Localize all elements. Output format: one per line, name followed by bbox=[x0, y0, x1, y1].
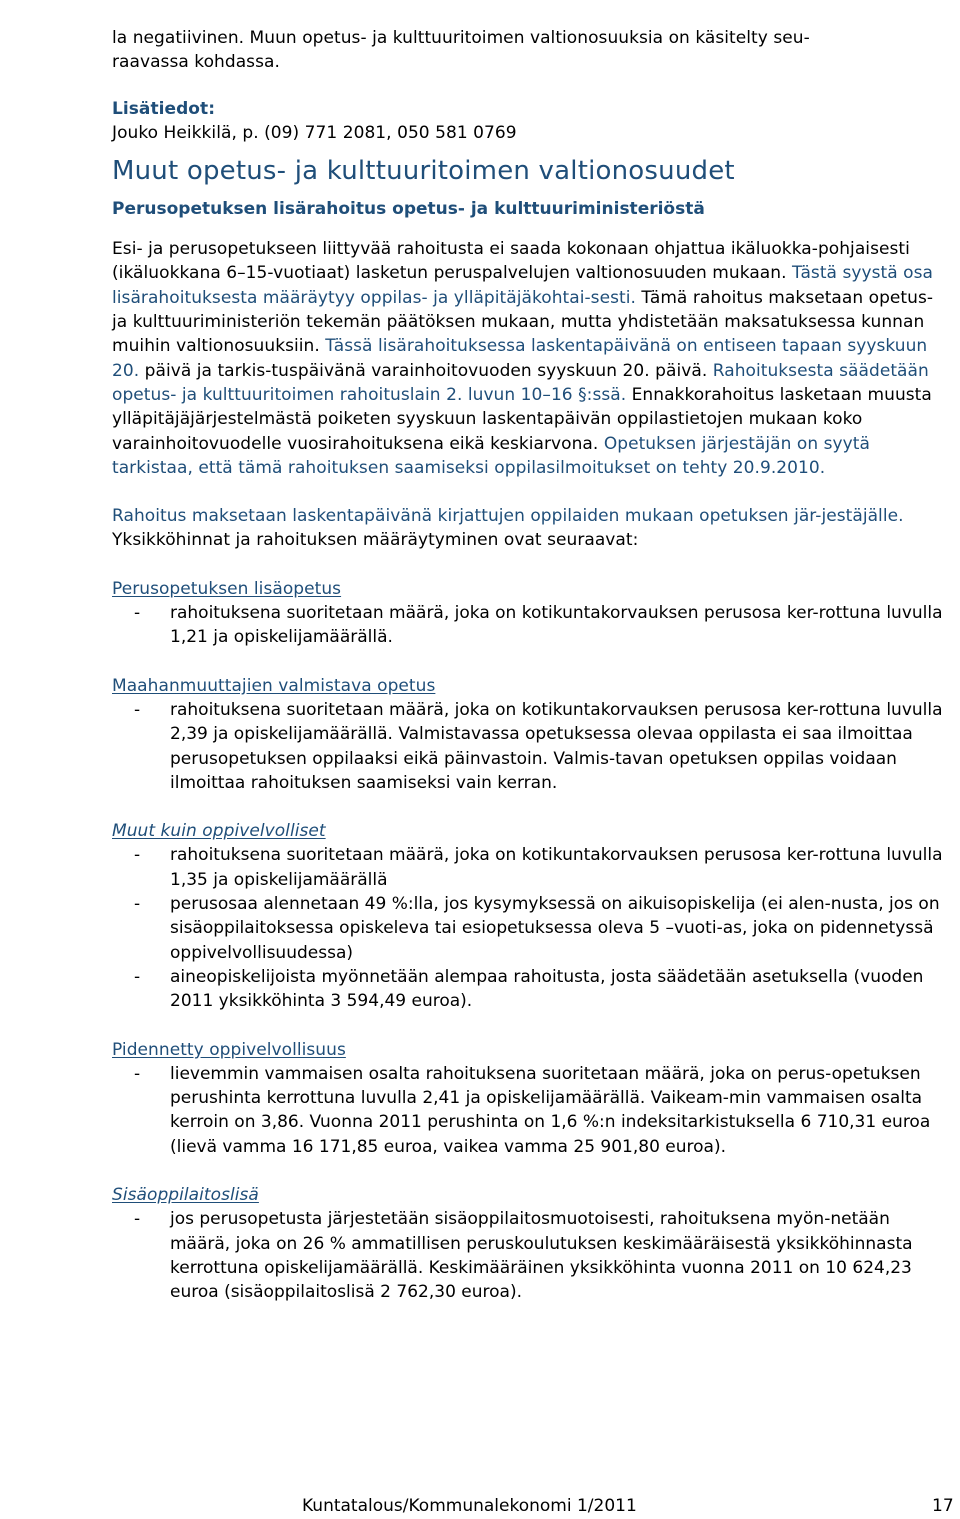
section-title: Muut opetus- ja kulttuuritoimen valtionosuudet bbox=[112, 156, 735, 187]
dash-bullet: - bbox=[134, 603, 141, 624]
paragraph-1-text-a: Esi- ja perusopetukseen liittyvää rahoitusta ei saada kokonaan ohjattua ikäluokka-pohjaisesti (ikäluokkana 6–15-vuotiaat) lasketun peruspalvelujen valtionosuuden mukaan. bbox=[112, 239, 910, 284]
paragraph-2-text-b: Yksikköhinnat ja rahoituksen määräytyminen ovat seuraavat: bbox=[112, 530, 639, 551]
list-item bbox=[112, 1062, 950, 1159]
contact-person: Jouko Heikkilä, p. (09) 771 2081, 050 581 0769 bbox=[112, 122, 517, 143]
list-item bbox=[112, 892, 950, 965]
section-subtitle: Perusopetuksen lisärahoitus opetus- ja kulttuuriministeriöstä bbox=[112, 199, 705, 220]
list-item-text: aineopiskelijoista myönnetään alempaa rahoitusta, josta säädetään asetuksella (vuoden 2011 yksikköhinta 3 594,49 euroa). bbox=[170, 966, 924, 1012]
footer-journal: Kuntatalous/Kommunalekonomi 1/2011 bbox=[302, 1496, 637, 1516]
paragraph-1-text-f: Rahoituksesta säädetään opetus- ja kulttuuritoimen rahoituslain 2. luvun 10–16 §:ssä. bbox=[112, 360, 929, 405]
list-item bbox=[112, 965, 950, 1014]
list-item bbox=[112, 601, 950, 650]
paragraph-1-text-b: Tästä syystä osa lisärahoituksesta määräytyy oppilas- ja ylläpitäjäkohtai-sesti. bbox=[112, 263, 933, 308]
category-heading-muut-kuin-oppivelvolliset: Muut kuin oppivelvolliset bbox=[112, 821, 326, 842]
document-page bbox=[112, 26, 950, 1304]
list-item-text: rahoituksena suoritetaan määrä, joka on kotikuntakorvauksen perusosa ker-rottuna luvulla 1,35 ja opiskelijamäärällä bbox=[170, 845, 943, 890]
paragraph-1-text-c: Tämä rahoitus maksetaan opetus- ja kulttuuriministeriön tekemän päätöksen mukaan, mutta yhdistetään maksatuksessa kunnan muihin valtionosuuksiin. bbox=[112, 287, 934, 357]
list-item bbox=[112, 698, 950, 795]
list-item bbox=[112, 843, 950, 892]
paragraph-2 bbox=[112, 504, 950, 553]
dash-bullet: - bbox=[134, 966, 141, 987]
list-item bbox=[112, 1207, 950, 1304]
paragraph-1-text-e: päivä ja tarkis-tuspäivänä varainhoitovuoden syyskuun 20. päivä. bbox=[139, 360, 708, 381]
paragraph-1-text-d: Tässä lisärahoituksessa laskentapäivänä on entiseen tapaan syyskuun 20. bbox=[112, 336, 928, 381]
dash-bullet: - bbox=[134, 894, 141, 915]
category-list-maahanmuuttajat bbox=[112, 698, 950, 795]
intro-text bbox=[112, 26, 950, 75]
dash-bullet: - bbox=[134, 845, 141, 866]
paragraph-1-text-h: Opetuksen järjestäjän on syytä tarkistaa, että tämä rahoituksen saamiseksi oppilasilmoitukset on tehty 20.9.2010. bbox=[112, 433, 870, 478]
category-heading-maahanmuuttajat: Maahanmuuttajien valmistava opetus bbox=[112, 675, 436, 696]
list-item-text: perusosaa alennetaan 49 %:lla, jos kysymyksessä on aikuisopiskelija (ei alen-nusta, jos on sisäoppilaitoksessa opiskeleva tai esiopetuksessa oleva 5 –vuoti-as, joka on pidennetyssä oppivelvollisuudessa) bbox=[170, 894, 940, 963]
intro-line-2: raavassa kohdassa. bbox=[112, 52, 280, 73]
category-list-sisaoppilaitoslisa bbox=[112, 1207, 950, 1304]
paragraph-2-text-a: Rahoitus maksetaan laskentapäivänä kirjattujen oppilaiden mukaan opetuksen jär-jestäjälle. bbox=[112, 506, 904, 527]
category-list-muut-kuin-oppivelvolliset bbox=[112, 843, 950, 1013]
category-list-lisaopetus bbox=[112, 601, 950, 650]
category-list-pidennetty-oppivelvollisuus bbox=[112, 1062, 950, 1159]
list-item-text: jos perusopetusta järjestetään sisäoppilaitosmuotoisesti, rahoituksena myön-netään määrä, joka on 26 % ammatillisen peruskoulutuksen keskimääräisestä yksikköhinnasta kerrottuna opiskelijamäärällä. Keskimääräinen yksikköhinta vuonna 2011 on 10 624,23 euroa (sisäoppilaitoslisä 2 762,30 euroa). bbox=[170, 1209, 913, 1303]
category-heading-pidennetty-oppivelvollisuus: Pidennetty oppivelvollisuus bbox=[112, 1039, 346, 1060]
intro-line-1: la negatiivinen. Muun opetus- ja kulttuuritoimen valtionosuuksia on käsitelty seu- bbox=[112, 28, 810, 48]
dash-bullet: - bbox=[134, 1209, 141, 1230]
list-item-text: rahoituksena suoritetaan määrä, joka on kotikuntakorvauksen perusosa ker-rottuna luvulla 1,21 ja opiskelijamäärällä. bbox=[170, 603, 943, 648]
contact-label: Lisätiedot: bbox=[112, 98, 216, 119]
dash-bullet: - bbox=[134, 699, 141, 720]
category-heading-lisaopetus: Perusopetuksen lisäopetus bbox=[112, 578, 342, 599]
dash-bullet: - bbox=[134, 1063, 141, 1084]
list-item-text: rahoituksena suoritetaan määrä, joka on kotikuntakorvauksen perusosa ker-rottuna luvulla 2,39 ja opiskelijamäärällä. Valmistavassa opetuksessa olevaa oppilasta ei saa ilmoittaa perusopetuksen oppilaaksi eikä päinvastoin. Valmis-tavan opetuksen oppilas voidaan ilmoittaa rahoituksen saamiseksi vain kerran. bbox=[170, 699, 943, 793]
page-number: 17 bbox=[932, 1496, 954, 1516]
paragraph-1 bbox=[112, 237, 950, 480]
paragraph-1-text-g: Ennakkorahoitus lasketaan muusta ylläpitäjäjärjestelmästä poiketen syyskuun laskentapäivän oppilastietojen mukaan koko varainhoitovuodelle vuosirahoituksena eikä keskiarvona. bbox=[112, 384, 932, 454]
list-item-text: lievemmin vammaisen osalta rahoituksena suoritetaan määrä, joka on perus-opetuksen perushinta kerrottuna luvulla 2,41 ja opiskelijamäärällä. Vaikeam-min vammaisen osalta kerroin on 3,86. Vuonna 2011 perushinta on 1,6 %:n indeksitarkistuksella 6 710,31 euroa (lievä vamma 16 171,85 euroa, vaikea vamma 25 901,80 euroa). bbox=[170, 1063, 931, 1157]
category-heading-sisaoppilaitoslisa: Sisäoppilaitoslisä bbox=[112, 1184, 259, 1205]
